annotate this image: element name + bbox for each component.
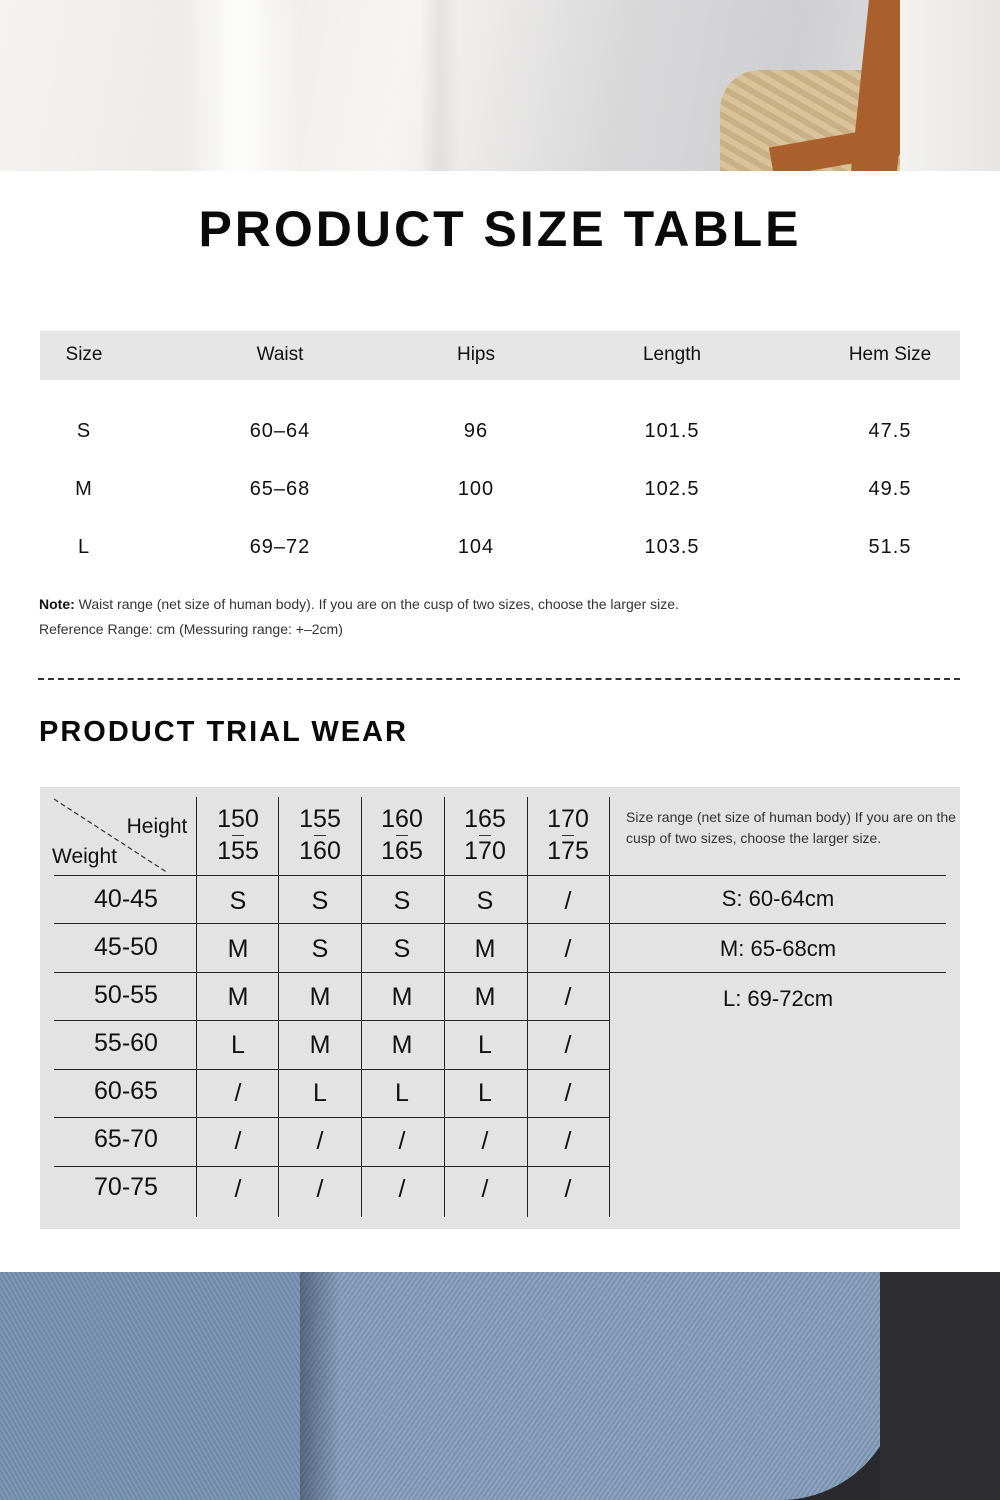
size-cell: / — [564, 983, 572, 1011]
size-cell: M — [309, 1031, 331, 1059]
size-row-m — [40, 478, 960, 508]
size-range-note: Size range (net size of human body) If you are on the cusp of two sizes, choose the larger size. — [626, 809, 956, 846]
weight-row-label: 50-55 — [94, 981, 158, 1009]
weight-row-label: 70-75 — [94, 1173, 158, 1201]
height-col-165-170: 165 170 — [464, 805, 506, 865]
table-cell: 51.5 — [868, 536, 912, 558]
size-row-s — [40, 420, 960, 450]
size-note — [39, 596, 679, 612]
trial-wear-title: PRODUCT TRIAL WEAR — [39, 716, 408, 748]
corner-weight-label: Weight — [52, 845, 117, 868]
table-cell: 103.5 — [644, 536, 700, 558]
table-cell: 47.5 — [868, 420, 912, 442]
table-cell: M — [75, 478, 93, 500]
size-cell: M — [391, 1031, 413, 1059]
top-product-photo — [0, 0, 1000, 171]
header-hips: Hips — [456, 344, 495, 365]
size-cell: S — [229, 887, 247, 915]
reference-range-note: Reference Range: cm (Messuring range: +–2cm) — [39, 621, 343, 637]
size-cell: L — [478, 1031, 492, 1059]
size-cell: L — [478, 1079, 492, 1107]
table-cell: 102.5 — [644, 478, 700, 500]
range-l: L: 69-72cm — [722, 986, 834, 1011]
height-col-160-165: 160 165 — [381, 805, 423, 865]
size-cell: M — [474, 935, 496, 963]
table-cell: 100 — [457, 478, 495, 500]
size-cell: / — [398, 1175, 406, 1203]
size-cell: M — [391, 983, 413, 1011]
size-cell: M — [227, 935, 249, 963]
height-col-150-155: 150 155 — [217, 805, 259, 865]
header-length: Length — [642, 344, 702, 365]
size-cell: M — [309, 983, 331, 1011]
size-cell: / — [234, 1175, 242, 1203]
size-cell: S — [393, 887, 411, 915]
size-cell: L — [231, 1031, 245, 1059]
weight-row-label: 55-60 — [94, 1029, 158, 1057]
header-waist: Waist — [256, 344, 304, 365]
size-cell: / — [234, 1079, 242, 1107]
table-cell: 69–72 — [249, 536, 311, 558]
size-cell: / — [564, 1079, 572, 1107]
corner-height-label: Height — [126, 815, 188, 838]
size-row-l — [40, 536, 960, 566]
size-cell: / — [564, 1127, 572, 1155]
size-cell: L — [395, 1079, 409, 1107]
page-title: PRODUCT SIZE TABLE — [198, 201, 802, 257]
size-table-header — [40, 331, 960, 380]
weight-row-label: 65-70 — [94, 1125, 158, 1153]
table-cell: 96 — [463, 420, 489, 442]
size-cell: M — [474, 983, 496, 1011]
weight-row-label: 45-50 — [94, 933, 158, 961]
size-cell: / — [398, 1127, 406, 1155]
weight-row-label: 60-65 — [94, 1077, 158, 1105]
trial-wear-table — [40, 787, 960, 1229]
table-cell: S — [76, 420, 92, 442]
header-hem-size: Hem Size — [848, 344, 932, 365]
size-cell: S — [476, 887, 494, 915]
size-cell: / — [564, 935, 572, 963]
table-cell: 101.5 — [644, 420, 700, 442]
table-cell: 104 — [457, 536, 495, 558]
section-divider — [38, 678, 960, 680]
size-cell: / — [234, 1127, 242, 1155]
header-size: Size — [65, 344, 103, 365]
size-cell: / — [564, 887, 572, 915]
bottom-jeans-photo — [0, 1272, 1000, 1500]
size-cell: S — [311, 887, 329, 915]
table-cell: 49.5 — [868, 478, 912, 500]
size-cell: / — [481, 1175, 489, 1203]
range-m: M: 65-68cm — [719, 936, 837, 961]
height-col-170-175: 170 175 — [547, 805, 589, 865]
size-cell: / — [564, 1175, 572, 1203]
size-cell: L — [313, 1079, 327, 1107]
table-cell: 65–68 — [249, 478, 311, 500]
size-cell: M — [227, 983, 249, 1011]
note-text: Waist range (net size of human body). If you are on the cusp of two sizes, choose the larger size. — [78, 596, 679, 612]
size-cell: / — [316, 1127, 324, 1155]
size-cell: S — [393, 935, 411, 963]
size-cell: / — [564, 1031, 572, 1059]
size-cell: / — [481, 1127, 489, 1155]
table-cell: L — [77, 536, 91, 558]
weight-row-label: 40-45 — [94, 885, 158, 913]
height-col-155-160: 155 160 — [299, 805, 341, 865]
note-label: Note: — [39, 596, 75, 612]
range-s: S: 60-64cm — [721, 886, 835, 911]
size-cell: S — [311, 935, 329, 963]
table-cell: 60–64 — [249, 420, 311, 442]
size-cell: / — [316, 1175, 324, 1203]
